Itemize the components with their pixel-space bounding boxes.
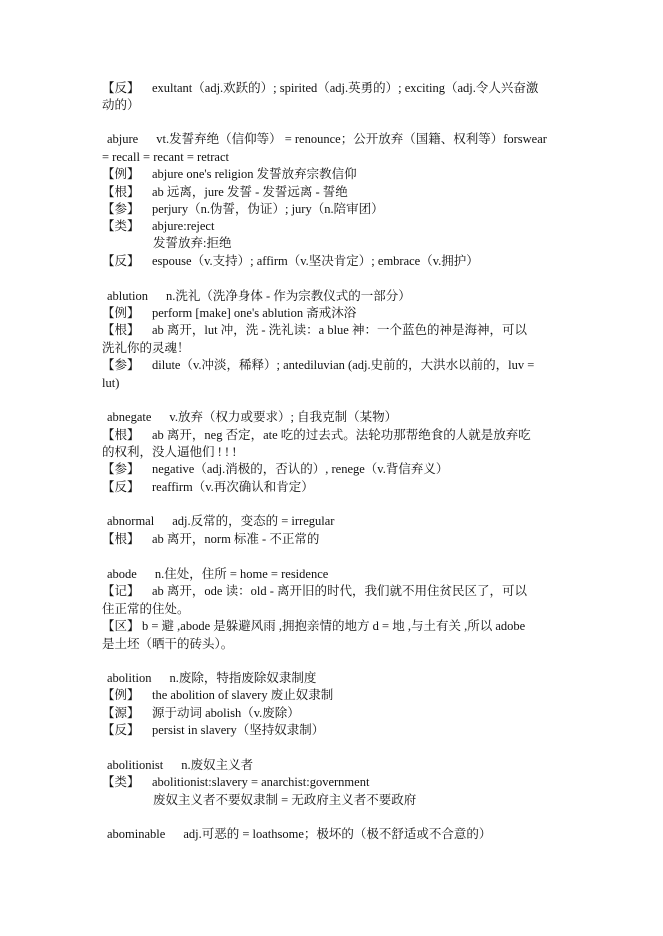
definition-cont <box>102 149 229 166</box>
antonym-text: persist in slavery（坚持奴隶制） <box>152 723 325 737</box>
memo-line-cont <box>102 601 190 618</box>
definition: v.放弃（权力或要求）; 自我克制（某物） <box>169 410 398 424</box>
root-line <box>102 531 319 548</box>
tag-root: 【根】 <box>102 185 140 199</box>
headword: abjure <box>107 132 139 146</box>
headword: abominable <box>107 827 166 841</box>
class-text-cont: 发誓放弃:拒绝 <box>153 236 232 250</box>
example-text: the abolition of slavery 废止奴隶制 <box>152 688 334 702</box>
headword-line <box>102 670 316 687</box>
class-text: abjure:reject <box>152 219 215 233</box>
headword-line <box>102 513 334 530</box>
root-text: ab 离开，norm 标准 - 不正常的 <box>152 532 320 546</box>
definition: adj.可恶的 = loathsome；极坏的（极不舒适或不合意的） <box>183 827 492 841</box>
example-line <box>102 687 333 704</box>
headword-line <box>102 409 397 426</box>
tag-root: 【根】 <box>102 428 140 442</box>
root-line-cont <box>102 444 236 461</box>
root-text: ab 离开，lut 冲，洗 - 洗礼读：a blue 神：一个蓝色的神是海神，可以 <box>152 323 527 337</box>
tag-class: 【类】 <box>102 775 140 789</box>
memo-text-cont: 住正常的住处。 <box>102 602 190 616</box>
tag-antonym: 【反】 <box>102 254 140 268</box>
class-line-cont <box>102 235 231 252</box>
antonym-line <box>102 479 314 496</box>
headword-line <box>102 826 491 843</box>
reference-line <box>102 461 448 478</box>
root-line <box>102 184 348 201</box>
headword: abnegate <box>107 410 152 424</box>
tag-antonym: 【反】 <box>102 723 140 737</box>
headword: abolition <box>107 671 152 685</box>
tag-reference: 【参】 <box>102 202 140 216</box>
class-text: abolitionist:slavery = anarchist:government <box>152 775 370 789</box>
antonym-line <box>102 80 538 97</box>
distinction-text: b = 避 ,abode 是躲避风雨 ,拥抱亲情的地方 d = 地 ,与土有关 ,所以 adobe <box>142 619 526 633</box>
reference-line <box>102 201 384 218</box>
root-text: ab 远离，jure 发誓 - 发誓远离 - 誓绝 <box>152 185 348 199</box>
memo-line <box>102 583 527 600</box>
reference-line <box>102 357 534 374</box>
class-line <box>102 774 369 791</box>
headword: abode <box>107 567 137 581</box>
source-line <box>102 705 300 722</box>
tag-distinction: 【区】 <box>102 619 140 633</box>
tag-source: 【源】 <box>102 706 140 720</box>
reference-text: negative（adj.消极的，否认的）, renege（v.背信弃义） <box>152 462 449 476</box>
class-text-cont: 废奴主义者不要奴隶制 = 无政府主义者不要政府 <box>153 793 417 807</box>
headword: ablution <box>107 289 148 303</box>
antonym-text: espouse（v.支持）; affirm（v.坚决肯定）; embrace（v.拥护） <box>152 254 479 268</box>
definition-text: = recall = recant = retract <box>102 150 229 164</box>
definition: vt.发誓弃绝（信仰等） = renounce；公开放弃（国籍、权利等）forswear <box>156 132 547 146</box>
distinction-line-cont <box>102 636 233 653</box>
headword-line <box>102 757 253 774</box>
tag-example: 【例】 <box>102 306 140 320</box>
root-text: ab 离开，neg 否定，ate 吃的过去式。法轮功那帮绝食的人就是放弃吃 <box>152 428 531 442</box>
reference-text: dilute（v.冲淡，稀释）; antediluvian (adj.史前的，大洪水以前的，luv = <box>152 358 535 372</box>
tag-root: 【根】 <box>102 323 140 337</box>
example-line <box>102 166 357 183</box>
headword: abolitionist <box>107 758 164 772</box>
reference-line-cont <box>102 375 119 392</box>
tag-example: 【例】 <box>102 688 140 702</box>
antonym-line-cont <box>102 97 140 114</box>
example-line <box>102 305 356 322</box>
definition: adj.反常的，变态的 = irregular <box>172 514 335 528</box>
headword-line <box>102 131 547 148</box>
definition: n.洗礼（洗净身体 - 作为宗教仪式的一部分） <box>165 289 411 303</box>
antonym-line <box>102 722 324 739</box>
root-line-cont <box>102 340 190 357</box>
antonym-line <box>102 253 479 270</box>
class-line <box>102 218 214 235</box>
root-text-cont: 的权利，没人逼他们 ! ! ! <box>102 445 237 459</box>
definition: n.废除，特指废除奴隶制度 <box>169 671 317 685</box>
headword: abnormal <box>107 514 155 528</box>
reference-text-cont: lut) <box>102 376 120 390</box>
tag-reference: 【参】 <box>102 358 140 372</box>
class-line-cont <box>102 792 416 809</box>
root-line <box>102 322 527 339</box>
antonym-text-cont: 动的） <box>102 98 140 112</box>
antonym-text: exultant（adj.欢跃的）; spirited（adj.英勇的）; exciting（adj.令人兴奋激 <box>152 81 539 95</box>
example-text: abjure one's religion 发誓放弃宗教信仰 <box>152 167 357 181</box>
source-text: 源于动词 abolish（v.废除） <box>152 706 300 720</box>
tag-reference: 【参】 <box>102 462 140 476</box>
root-line <box>102 427 531 444</box>
tag-class: 【类】 <box>102 219 140 233</box>
tag-root: 【根】 <box>102 532 140 546</box>
reference-text: perjury（n.伪誓，伪证）; jury（n.陪审团） <box>152 202 384 216</box>
distinction-line <box>102 618 525 635</box>
headword-line <box>102 288 411 305</box>
definition: n.废奴主义者 <box>181 758 254 772</box>
headword-line <box>102 566 328 583</box>
tag-memo: 【记】 <box>102 584 140 598</box>
distinction-text-cont: 是土坯（晒干的砖头）。 <box>102 637 234 651</box>
tag-antonym: 【反】 <box>102 480 140 494</box>
definition: n.住处，住所 = home = residence <box>154 567 329 581</box>
root-text-cont: 洗礼你的灵魂！ <box>102 341 190 355</box>
tag-antonym: 【反】 <box>102 81 140 95</box>
example-text: perform [make] one's ablution 斋戒沐浴 <box>152 306 357 320</box>
antonym-text: reaffirm（v.再次确认和肯定） <box>152 480 314 494</box>
memo-text: ab 离开，ode 读：old - 离开旧的时代，我们就不用住贫民区了，可以 <box>152 584 527 598</box>
tag-example: 【例】 <box>102 167 140 181</box>
